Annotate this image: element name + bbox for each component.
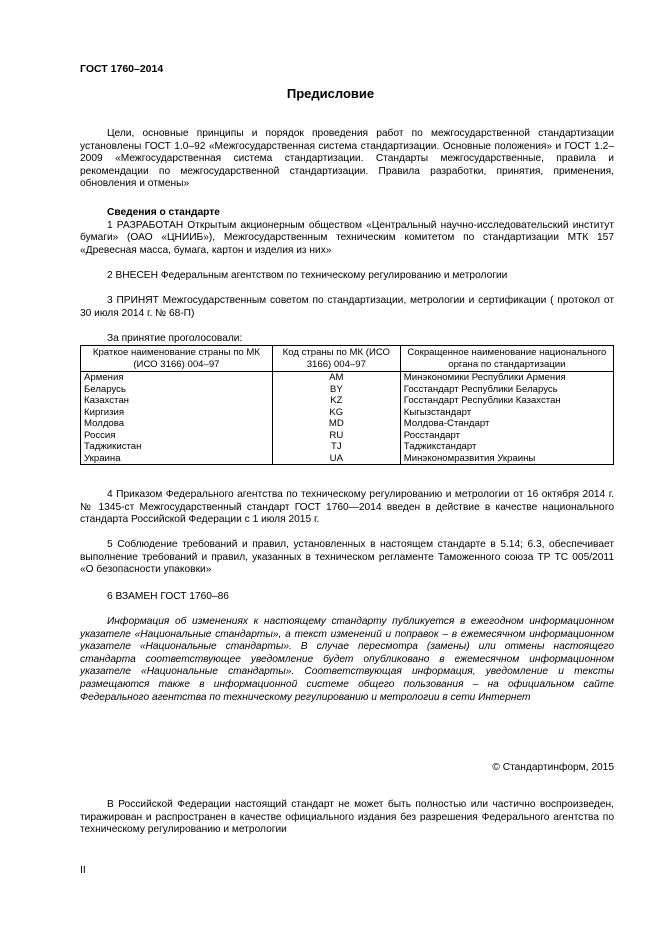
country-name: Армения: [81, 372, 273, 384]
item-4-block: [80, 489, 614, 527]
national-body: Таджикстандарт: [400, 441, 613, 453]
item-3-adopted: 3 ПРИНЯТ Межгосударственным советом по стандартизации, метрологии и сертификации ( протокол от 30 июля 2014 г. № 68-П): [80, 295, 614, 319]
table-header-row: [81, 346, 614, 372]
page-number: II: [80, 864, 86, 876]
national-body: Росстандарт: [400, 430, 613, 442]
table-row: [81, 430, 614, 442]
table-row: [81, 407, 614, 419]
country-code: MD: [272, 418, 400, 430]
national-body: Кыгызстандарт: [400, 407, 613, 419]
voting-countries-table: [80, 345, 614, 465]
changes-notice: Информация об изменениях к настоящему стандарту публикуется в ежегодном информационном указателе «Национальные стандарты», а текст изменений и поправок – в ежемесячном информационном указателе «Национальные стандарты». В случае пересмотра (замены) или отмены настоящего стандарта соответствующее уведомление будет опубликовано в ежемесячном информационном указателе «Национальные стандарты». Соответствующая информация, уведомление и тексты размещаются также в информационной системе общего пользования – на официальном сайте Федерального агентства по техническому регулированию и метрологии в сети Интернет: [80, 616, 614, 703]
intro-paragraph-block: [80, 128, 614, 191]
country-name: Россия: [81, 430, 273, 442]
country-code: BY: [272, 384, 400, 396]
country-code: RU: [272, 430, 400, 442]
item-5-compliance: 5 Соблюдение требований и правил, установленных в настоящем стандарте в 5.14; 6.3, обеспечивает выполнение требований и правил, указанных в техническом регламенте Таможенного союза ТР ТС 005/2011 «О безопасности упаковки»: [80, 539, 614, 576]
table-row: [81, 395, 614, 407]
country-name: Казахстан: [81, 395, 273, 407]
copyright-line: © Стандартинформ, 2015: [492, 762, 614, 773]
item-4-order: 4 Приказом Федерального агентства по техническому регулированию и метрологии от 16 октября 2014 г. № 1345-ст Межгосударственный стандарт ГОСТ 1760—2014 введен в действие в качестве национального стандарта Российской Федерации с 1 июля 2015 г.: [80, 489, 614, 526]
national-body: Молдова-Стандарт: [400, 418, 613, 430]
country-name: Таджикистан: [81, 441, 273, 453]
item-5-block: [80, 539, 614, 577]
item-6-block: [80, 591, 614, 604]
header-country-name: Краткое наименование страны по МК (ИСО 3166) 004–97: [81, 346, 273, 372]
document-code: ГОСТ 1760–2014: [80, 63, 164, 75]
country-name: Молдова: [81, 418, 273, 430]
national-body: Госстандарт Республики Беларусь: [400, 384, 613, 396]
national-body: Минэкономразвития Украины: [400, 453, 613, 465]
national-body: Госстандарт Республики Казахстан: [400, 395, 613, 407]
item-2-block: [80, 270, 614, 283]
table-row: [81, 384, 614, 396]
notice-block: [80, 616, 614, 704]
header-national-body: Сокращенное наименование национального органа по стандартизации: [400, 346, 613, 372]
intro-paragraph: Цели, основные принципы и порядок проведения работ по межгосударственной стандартизации установлены ГОСТ 1.0–92 «Межгосударственная система стандартизации. Основные положения» и ГОСТ 1.2–2009 «Межгосударственная система стандартизации. Стандарты межгосударственные, правила и рекомендации по межгосударственной стандартизации. Правила разработки, принятия, применения, обновления и отмены»: [80, 128, 614, 190]
rights-block: [80, 799, 614, 837]
table-caption-block: [80, 333, 614, 346]
country-name: Украина: [81, 453, 273, 465]
country-code: KZ: [272, 395, 400, 407]
standard-info-block: [80, 207, 614, 257]
item-6-replaces: 6 ВЗАМЕН ГОСТ 1760–86: [107, 591, 229, 602]
page-title: Предисловие: [286, 86, 375, 101]
table-row: [81, 441, 614, 453]
table-row: [81, 418, 614, 430]
country-name: Киргизия: [81, 407, 273, 419]
header-country-code: Код страны по МК (ИСО 3166) 004–97: [272, 346, 400, 372]
country-code: KG: [272, 407, 400, 419]
national-body: Минэкономики Республики Армения: [400, 372, 613, 384]
rights-notice: В Российской Федерации настоящий стандарт не может быть полностью или частично воспроизведен, тиражирован и распространен в качестве официального издания без разрешения Федерального агентства по техническому регулированию и метрологии: [80, 799, 614, 836]
country-code: AM: [272, 372, 400, 384]
item-1-developed: 1 РАЗРАБОТАН Открытым акционерным обществом «Центральный научно-исследовательский институт бумаги» (ОАО «ЦНИИБ»), Межгосударственным техническим комитетом по стандартизации МТК 157 «Древесная масса, бумага, картон и изделия из них»: [80, 219, 614, 256]
table-row: [81, 453, 614, 465]
item-3-block: [80, 295, 614, 320]
table-caption: За принятие проголосовали:: [107, 333, 243, 344]
country-code: UA: [272, 453, 400, 465]
country-name: Беларусь: [81, 384, 273, 396]
country-code: TJ: [272, 441, 400, 453]
standard-info-heading: Сведения о стандарте: [107, 207, 220, 218]
item-2-introduced: 2 ВНЕСЕН Федеральным агентством по техническому регулированию и метрологии: [107, 270, 508, 281]
table-row: [81, 372, 614, 384]
